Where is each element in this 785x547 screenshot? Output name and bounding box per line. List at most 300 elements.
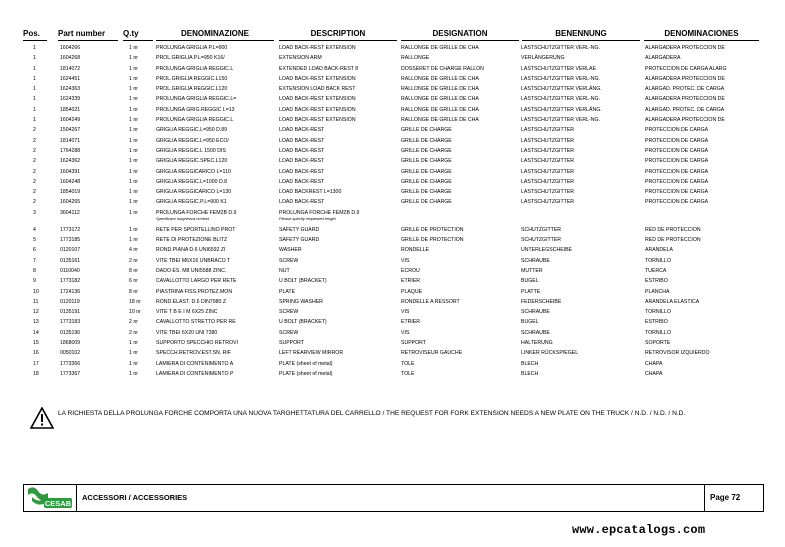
cell-dens: ALARGADERA PROTECCION DE	[645, 96, 725, 103]
cell-desc: LOAD BACK-REST	[279, 137, 325, 144]
cell-desc: SCREW	[279, 257, 299, 264]
table-row	[23, 317, 763, 327]
cell-den: RETE PER SPORTELLINO PROT	[156, 226, 236, 233]
cell-desig: GRILLE DE CHARGE	[401, 158, 452, 165]
cell-ben: LASTSCHUTZGITTER	[521, 147, 575, 154]
cell-ben: BUGEL	[521, 319, 539, 326]
page-number: Page 72	[710, 493, 741, 502]
cell-desig: RALLONGE DE GRILLE DE CHA	[401, 86, 479, 93]
cell-ben: LASTSCHUTZGITTER	[521, 137, 575, 144]
cell-dens: CHAPA	[645, 370, 663, 377]
cell-dens: ALARGAD. PROTEC. DE CARGA	[645, 86, 725, 93]
cell-part: 0135191	[60, 309, 81, 316]
warning-note	[30, 407, 750, 433]
cell-den: GRIGLIA REGGICARICO L=110	[156, 168, 231, 175]
cell-ben: SCHRAUBE	[521, 329, 550, 336]
cell-ben: LASTSCHUTZGITTER	[521, 168, 575, 175]
cell-qty: 1 nr	[129, 55, 138, 62]
header-part-label: Part number	[58, 28, 118, 41]
cell-pos: 2	[33, 127, 36, 134]
cell-pos: 9	[33, 278, 36, 285]
cell-part: 1624362	[60, 158, 81, 165]
header-description-label: DESCRIPTION	[279, 28, 397, 41]
cell-pos: 5	[33, 237, 36, 244]
cell-part: 1764288	[60, 147, 81, 154]
cell-qty: 8 nr	[129, 288, 138, 295]
cell-qty: 1 nr	[129, 209, 138, 216]
table-row	[23, 64, 763, 74]
header-denominazione	[156, 28, 274, 40]
cell-dens: ALARGADERA PROTECCION DE	[645, 45, 725, 51]
cell-dens: ESTRIBO	[645, 278, 668, 285]
cell-ben: LASTSCHUTZGITTER VERL-NG.	[521, 75, 600, 82]
cell-pos: 17	[33, 360, 39, 367]
cell-part: 1624363	[60, 86, 81, 93]
cell-ben: SCHUTZGITTER	[521, 226, 562, 233]
cell-pos: 2	[33, 178, 36, 185]
cell-qty: 1 nr	[129, 45, 138, 51]
cell-pos: 1	[33, 86, 36, 93]
cell-desc: PROLUNGA FORCHE FEM2B D.9	[279, 209, 360, 216]
cell-dens: ALARGADERA	[645, 55, 681, 62]
cell-part: 1854021	[60, 106, 81, 113]
table-row	[23, 328, 763, 338]
cell-dens: RED DE PROTECCION	[645, 237, 701, 244]
cell-den: PROL.GRIGLIA REGGIC.L120	[156, 86, 228, 93]
cell-desig: ETRIER	[401, 278, 421, 285]
cell-ben: SCHRAUBE	[521, 257, 550, 264]
header-pos	[23, 28, 47, 40]
cell-pos: 16	[33, 350, 39, 357]
cell-part: 1773172	[60, 226, 81, 233]
cell-part: 1504267	[60, 127, 81, 134]
cell-den: GRIGLIA REGGIC.P.L=900 K1	[156, 199, 227, 206]
cell-dens: RED DE PROTECCION	[645, 226, 701, 233]
cell-desig: RONDELLE	[401, 247, 429, 254]
cell-pos: 1	[33, 65, 36, 72]
cell-part: 1604268	[60, 55, 81, 62]
cell-qty: 1 nr	[129, 106, 138, 113]
cell-desig: GRILLE DE CHARGE	[401, 137, 452, 144]
cell-dens: PROTECCION DE CARGA	[645, 168, 709, 175]
cell-qty: 1 nr	[129, 117, 138, 124]
cell-den: LAMIERA DI CONTENIMENTO P	[156, 370, 234, 377]
cell-qty: 2 nr	[129, 329, 138, 336]
cell-desc: WASHER	[279, 247, 302, 254]
table-row	[23, 276, 763, 286]
cell-desig: GRILLE DE CHARGE	[401, 199, 452, 206]
cell-part: 0110040	[60, 267, 80, 274]
cell-qty: 1 nr	[129, 189, 138, 196]
cell-desc: LOAD BACK-REST EXTENSION	[279, 117, 356, 124]
cell-den: ROND.PIANA D.6 UNI6592 ZI	[156, 247, 226, 254]
table-row	[23, 208, 763, 225]
header-pos-label: Pos.	[23, 28, 47, 41]
cell-pos: 1	[33, 106, 36, 113]
footer-divider	[704, 485, 705, 511]
cell-desc: PLATE (sheet of metal)	[279, 370, 333, 377]
cell-desc: LOAD BACK-REST	[279, 127, 325, 134]
cell-ben: VERLÄNGERUNG	[521, 55, 565, 62]
cell-part: 1604248	[60, 178, 81, 185]
cell-part: 0120119	[60, 298, 80, 305]
cell-ben: LASTSCHUTZGITTER VERL-NG.	[521, 45, 600, 51]
cell-desc: SAFETY GUARD	[279, 237, 320, 244]
cell-desc: EXTENDED LOAD BACK-REST 8	[279, 65, 359, 72]
cell-part: 1773367	[60, 370, 81, 377]
cell-desc: PLATE	[279, 288, 296, 295]
cell-den: GRIGLIA REGGIC.L 1500 DIS	[156, 147, 226, 154]
table-row	[23, 84, 763, 94]
cell-dens: PROTECCION DE CARGA	[645, 178, 709, 185]
cell-den-note: Specificare lunghezza richiest	[156, 215, 209, 221]
cell-den: PROLUNGA GRIGLIA REGGIC.L=	[156, 96, 237, 103]
cell-qty: 1 nr	[129, 86, 138, 93]
cell-pos: 2	[33, 199, 36, 206]
cell-pos: 2	[33, 137, 36, 144]
table-row	[23, 235, 763, 245]
cell-ben: LASTSCHUTZGITTER VERLAE	[521, 65, 596, 72]
cell-dens: PLANCHA	[645, 288, 670, 295]
cell-qty: 1 nr	[129, 360, 138, 367]
cell-den: PROL.GRIGLIA P.L=950 K16/	[156, 55, 225, 62]
table-row	[23, 266, 763, 276]
table-row	[23, 74, 763, 84]
cell-den: LAMIERA DI CONTENIMENTO A	[156, 360, 234, 367]
table-row	[23, 187, 763, 197]
cell-ben: LASTSCHUTZGITTER	[521, 189, 575, 196]
cell-qty: 1 nr	[129, 127, 138, 134]
cell-den: DADO ES. M8 UNI5588 ZINC.	[156, 267, 227, 274]
cell-ben: LASTSCHUTZGITTER	[521, 127, 575, 134]
table-row	[23, 338, 763, 348]
cell-desc: EXTENSION ARM	[279, 55, 322, 62]
cell-ben: MUTTER	[521, 267, 543, 274]
cell-ben: LASTSCHUTZGITTER VERLÄNG.	[521, 106, 602, 113]
cell-desc: LOAD BACK-REST EXTENSION	[279, 75, 356, 82]
watermark: www.epcatalogs.com	[572, 523, 706, 537]
table-row	[23, 348, 763, 358]
cell-desig: GRILLE DE CHARGE	[401, 168, 452, 175]
cell-desc: LOAD BACKREST L=1300	[279, 189, 342, 196]
cell-desig: GRILLE DE CHARGE	[401, 178, 452, 185]
table-row	[23, 136, 763, 146]
header-qty-label: Q.ty	[123, 28, 153, 41]
cell-pos: 14	[33, 329, 39, 336]
cell-desig: ETRIER	[401, 319, 421, 326]
cell-desig: RALLONGE	[401, 55, 430, 62]
cell-dens: PROTECCION DE CARGA	[645, 189, 709, 196]
cell-desig: RALLONGE DE GRILLE DE CHA	[401, 45, 479, 51]
table-row	[23, 167, 763, 177]
cell-desig: PLAQUE	[401, 288, 423, 295]
header-description	[279, 28, 397, 40]
footer-section-title: ACCESSORI / ACCESSORIES	[82, 493, 188, 502]
cell-qty: 1 nr	[129, 65, 138, 72]
cell-den: SUPPORTO SPECCHIO RETROVI	[156, 340, 238, 347]
cell-part: 0135161	[60, 257, 81, 264]
cell-desc: PLATE (sheet of metal)	[279, 360, 333, 367]
table-header	[23, 28, 755, 40]
cell-qty: 6 nr	[129, 278, 138, 285]
cell-part: 1773185	[60, 237, 81, 244]
cell-dens: ALARGAD. PROTEC. DE CARGA	[645, 106, 725, 113]
cell-part: 0120107	[60, 247, 81, 254]
cell-dens: PROTECCION DE CARGA	[645, 127, 709, 134]
cell-qty: 1 nr	[129, 350, 138, 357]
table-row	[23, 359, 763, 369]
cell-ben: BLECH	[521, 360, 539, 367]
cell-ben: BLECH	[521, 370, 539, 377]
cell-qty: 2 nr	[129, 319, 138, 326]
header-designation	[401, 28, 519, 40]
cell-dens: PROTECCION DE CARGA	[645, 147, 709, 154]
cell-pos: 2	[33, 168, 36, 175]
cell-desig: GRILLE DE CHARGE	[401, 127, 452, 134]
cell-den: PROLUNGA GRIGLIA REGGIC.L	[156, 117, 234, 124]
cell-ben: LASTSCHUTZGITTER VERL-NG.	[521, 96, 600, 103]
cell-dens: TORNILLO	[645, 257, 671, 264]
warning-text: LA RICHIESTA DELLA PROLUNGA FORCHE COMPORTA UNA NUOVA TARGHETTATURA DEL CARRELLO / THE REQUEST FOR FORK EXTENSION NEEDS A NEW PLATE ON THE TRUCK / N.D. / N.D. / N.D.	[58, 410, 686, 417]
table-row	[23, 307, 763, 317]
cell-qty: 1 nr	[129, 178, 138, 185]
cell-desig: GRILLE DE CHARGE	[401, 189, 452, 196]
table-row	[23, 197, 763, 207]
cell-part: 1814071	[60, 137, 81, 144]
cell-desc: SPRING WASHER	[279, 298, 323, 305]
cell-ben: LASTSCHUTZGITTER VERLÄNG.	[521, 86, 602, 93]
cell-ben: SCHUTZGITTER	[521, 237, 562, 244]
cell-pos: 18	[33, 370, 39, 377]
cell-desc: LOAD BACK-REST EXTENSION	[279, 106, 356, 113]
cell-part: 1868009	[60, 340, 81, 347]
cell-dens: PROTECCION DE CARGA	[645, 137, 709, 144]
cell-desc: U BOLT (BRACKET)	[279, 278, 327, 285]
table-row	[23, 156, 763, 166]
cell-pos: 15	[33, 340, 39, 347]
header-denominazione-label: DENOMINAZIONE	[156, 28, 274, 41]
cell-pos: 2	[33, 147, 36, 154]
cell-den: PROLUNGA GRIG.REGGIC L=13	[156, 106, 235, 113]
cell-part: 1724136	[60, 288, 81, 295]
cell-den: PROL.GRIGLIA REGGIC.L150	[156, 75, 228, 82]
cell-ben: LINKER RÜCKSPIEGEL	[521, 350, 579, 357]
cell-dens: ARANDELA	[645, 247, 673, 254]
cell-desig: SUPPORT	[401, 340, 426, 347]
cell-qty: 1 nr	[129, 226, 138, 233]
warning-triangle-icon	[30, 407, 54, 429]
cell-qty: 1 nr	[129, 147, 138, 154]
cell-den: GRIGLIA REGGIC.L=950 D.89	[156, 127, 228, 134]
cell-pos: 2	[33, 189, 36, 196]
cell-ben: LASTSCHUTZGITTER	[521, 199, 575, 206]
cell-desig: DOSSERET DE CHARGE RALLON	[401, 65, 484, 72]
cell-pos: 4	[33, 226, 36, 233]
cell-pos: 3	[33, 209, 36, 216]
header-designation-label: DESIGNATION	[401, 28, 519, 41]
cell-part: 1854019	[60, 189, 81, 196]
cell-pos: 11	[33, 298, 39, 305]
cell-desig: ECROU	[401, 267, 420, 274]
cell-part: 1604266	[60, 45, 81, 51]
cell-desig: VIS	[401, 257, 410, 264]
cell-qty: 1 nr	[129, 168, 138, 175]
cell-part: 1604391	[60, 168, 81, 175]
cell-desc: LOAD BACK-REST	[279, 199, 325, 206]
cell-desig: RALLONGE DE GRILLE DE CHA	[401, 106, 479, 113]
table-row	[23, 225, 763, 235]
cell-desc: U BOLT (BRACKET)	[279, 319, 327, 326]
table-row	[23, 115, 763, 125]
cell-den: PROLUNGA FORCHE FEM2B D.9	[156, 209, 237, 216]
cell-desc: LOAD BACK-REST EXTENSION	[279, 45, 356, 51]
cell-pos: 1	[33, 75, 36, 82]
cell-ben: SCHRAUBE	[521, 309, 550, 316]
cell-part: 1624339	[60, 96, 81, 103]
cell-desc: LOAD BACK-REST	[279, 178, 325, 185]
cell-qty: 4 nr	[129, 247, 138, 254]
header-denominaciones	[644, 28, 759, 40]
cell-part: 0050102	[60, 350, 81, 357]
cell-pos: 8	[33, 267, 36, 274]
cell-qty: 1 nr	[129, 96, 138, 103]
cell-qty: 8 nr	[129, 267, 138, 274]
cell-ben: FEDERSCHEIBE	[521, 298, 562, 305]
page-footer	[23, 484, 764, 512]
cell-den: RETE DI PROTEZIONE BLITZ	[156, 237, 228, 244]
cell-qty: 18 nr	[129, 298, 141, 305]
cell-qty: 1 nr	[129, 340, 138, 347]
cell-pos: 1	[33, 117, 36, 124]
cell-qty: 1 nr	[129, 158, 138, 165]
cell-den: PROLUNGA GRIGLIA P.L=900	[156, 45, 228, 51]
cell-dens: TORNILLO	[645, 329, 671, 336]
table-row	[23, 245, 763, 255]
cell-pos: 2	[33, 158, 36, 165]
table-row	[23, 94, 763, 104]
cell-dens: ALARGADERA PROTECCION DE	[645, 117, 725, 124]
cell-desc: LOAD BACK-REST	[279, 147, 325, 154]
cell-dens: PROTECCION DE CARGA ALARG	[645, 65, 727, 72]
cell-den: CAVALLOTTO LARGO PER RETE	[156, 278, 237, 285]
cell-pos: 12	[33, 309, 39, 316]
cell-ben: LASTSCHUTZGITTER	[521, 158, 575, 165]
cell-ben: PLATTE	[521, 288, 541, 295]
cell-dens: ALARGADERA PROTECCION DE	[645, 75, 725, 82]
table-row	[23, 125, 763, 135]
header-denominaciones-label: DENOMINACIONES	[644, 28, 759, 41]
cell-den: VITE TBEI M6X16 UNBRACO T	[156, 257, 231, 264]
cell-desc: LOAD BACK-REST	[279, 168, 325, 175]
cell-desig: RALLONGE DE GRILLE DE CHA	[401, 117, 479, 124]
footer-divider	[76, 485, 77, 511]
cell-desc: SCREW	[279, 309, 299, 316]
cell-desig: GRILLE DE PROTECTION	[401, 237, 464, 244]
cell-dens: PROTECCION DE CARGA	[645, 199, 709, 206]
cell-qty: 1 nr	[129, 199, 138, 206]
cell-den: PROLUNGA GRIGLIA REGGIC.L	[156, 65, 234, 72]
cell-dens: RETROVISOR IZQUIERDO	[645, 350, 710, 357]
cell-part: 1604265	[60, 199, 81, 206]
cell-desig: RETROVISEUR GAUCHE	[401, 350, 463, 357]
table-row	[23, 105, 763, 115]
header-benennung	[522, 28, 640, 40]
cell-pos: 10	[33, 288, 39, 295]
cell-dens: ESTRIBO	[645, 319, 668, 326]
cell-pos: 6	[33, 247, 36, 254]
cell-desig: RALLONGE DE GRILLE DE CHA	[401, 75, 479, 82]
table-row	[23, 287, 763, 297]
cell-desig: TOLE	[401, 360, 415, 367]
cell-qty: 10 nr	[129, 309, 141, 316]
cell-pos: 1	[33, 45, 36, 51]
parts-table-body	[23, 43, 763, 379]
table-row	[23, 369, 763, 379]
table-row	[23, 256, 763, 266]
cell-dens: TUERCA	[645, 267, 667, 274]
table-row	[23, 177, 763, 187]
cell-den: CAVALLOTTO STRETTO PER RE	[156, 319, 236, 326]
cell-qty: 1 nr	[129, 75, 138, 82]
table-row	[23, 53, 763, 63]
header-qty	[123, 28, 153, 40]
cell-den: ROND.ELAST. D.6 DIN7980 Z	[156, 298, 227, 305]
cell-den: GRIGLIA REGGIC.L=1000 D.8	[156, 178, 228, 185]
cell-desig: RONDELLE A RESSORT	[401, 298, 460, 305]
cell-desig: GRILLE DE CHARGE	[401, 147, 452, 154]
cell-dens: CHAPA	[645, 360, 663, 367]
cell-pos: 13	[33, 319, 39, 326]
cell-part: 3604112	[60, 209, 80, 216]
header-benennung-label: BENENNUNG	[522, 28, 640, 41]
cell-pos: 1	[33, 96, 36, 103]
cell-dens: TORNILLO	[645, 309, 671, 316]
cell-part: 1773366	[60, 360, 81, 367]
cell-desc: LEFT REARVIEW MIRROR	[279, 350, 344, 357]
cell-den: VITE T B E I M 6X25 ZINC	[156, 309, 218, 316]
cell-qty: 1 nr	[129, 137, 138, 144]
cell-qty: 1 nr	[129, 370, 138, 377]
cell-desig: RALLONGE DE GRILLE DE CHA	[401, 96, 479, 103]
cell-ben: LASTSCHUTZGITTER	[521, 178, 575, 185]
cell-part: 1624451	[60, 75, 81, 82]
cell-part: 1773183	[60, 319, 81, 326]
table-row	[23, 43, 763, 53]
cell-desc: NUT	[279, 267, 290, 274]
cell-desig: GRILLE DE PROTECTION	[401, 226, 464, 233]
cell-desig: TOLE	[401, 370, 415, 377]
cell-desc: LOAD BACK-REST EXTENSION	[279, 96, 356, 103]
cell-desc-note: Please specify requested length	[279, 215, 336, 221]
cell-desig: VIS	[401, 329, 410, 336]
cell-den: PIASTRINA FISS.PROTEZ.MON	[156, 288, 233, 295]
cell-ben: BUGEL	[521, 278, 539, 285]
cell-desc: SCREW	[279, 329, 299, 336]
cell-part: 1604249	[60, 117, 81, 124]
cell-dens: ARANDELA ELASTICA	[645, 298, 700, 305]
cell-ben: HALTERUNG	[521, 340, 553, 347]
cesab-logo	[24, 485, 76, 511]
cell-dens: PROTECCION DE CARGA	[645, 158, 709, 165]
cell-desig: VIS	[401, 309, 410, 316]
cell-den: GRIGLIA REGGICARICO L=130	[156, 189, 232, 196]
cell-den: SPECCH.RETROV.EST.SN. RIF	[156, 350, 232, 357]
cell-den: VITE TBEI 6X20 UNI 7380	[156, 329, 218, 336]
table-row	[23, 146, 763, 156]
cell-part: 1814072	[60, 65, 81, 72]
cell-desc: SUPPORT	[279, 340, 304, 347]
cell-den: GRIGLIA REGGIC.L=950 ECO/	[156, 137, 229, 144]
